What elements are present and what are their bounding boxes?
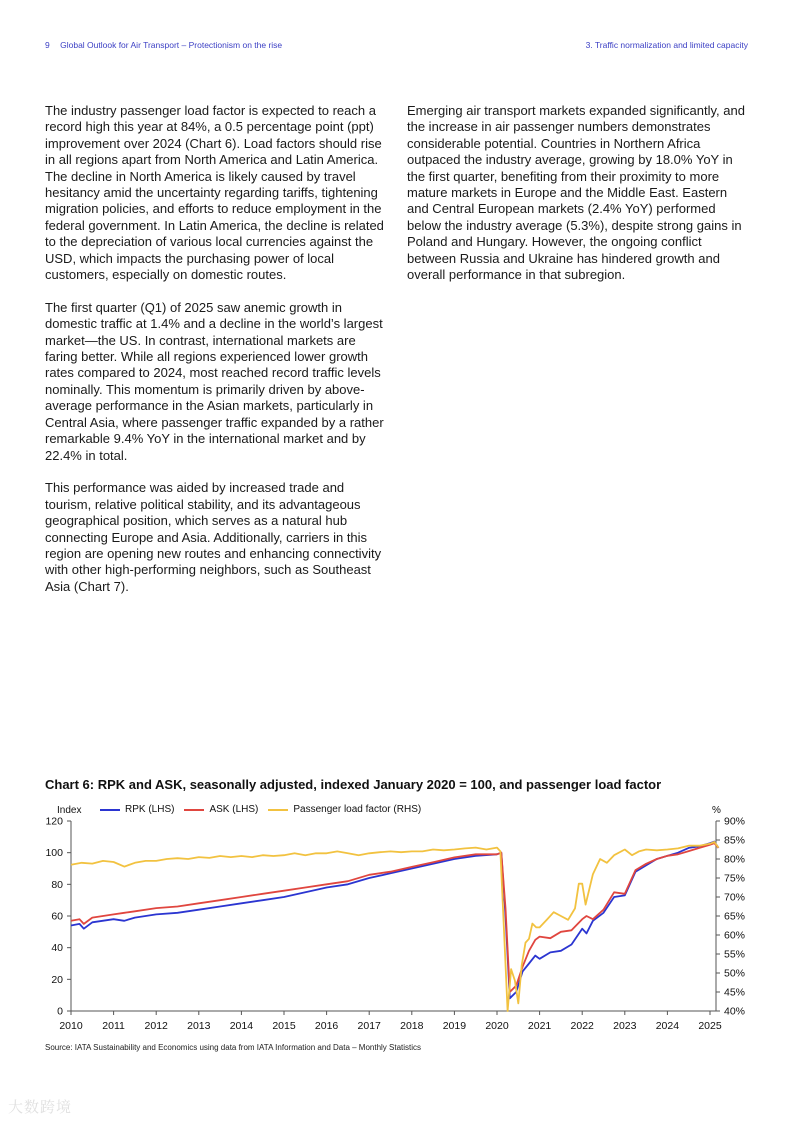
right-tick-label: 85% <box>724 834 746 847</box>
x-tick-label: 2013 <box>187 1020 211 1032</box>
x-tick-label: 2022 <box>570 1020 594 1032</box>
left-text-column <box>45 103 390 612</box>
x-tick-label: 2011 <box>102 1020 125 1032</box>
section-title: 3. Traffic normalization and limited capacity <box>585 40 748 50</box>
paragraph: The industry passenger load factor is expected to reach a record high this year at 84%, a 0.5 percentage point (ppt) improvement over 2024 (Chart 6). Load factors should rise in all regions apart from North America and Latin America. The decline in North America is likely caused by travel hesitancy amid the uncertainty regarding tariffs, tightening migration policies, and efforts to reduce employment in the federal government. In Latin America, the decline is related to the depreciation of various local currencies against the USD, which impacts the purchasing power of local customers, especially on domestic routes. <box>45 103 384 283</box>
x-tick-label: 2024 <box>655 1020 680 1032</box>
right-tick-label: 60% <box>724 929 746 942</box>
right-tick-label: 55% <box>724 948 746 961</box>
x-tick-label: 2016 <box>314 1020 339 1032</box>
left-tick-label: 100 <box>45 847 63 860</box>
x-tick-label: 2023 <box>613 1020 637 1032</box>
plf-line <box>71 842 719 1011</box>
legend-label: ASK (LHS) <box>209 804 259 815</box>
page-number: 9 <box>45 40 50 50</box>
document-title: Global Outlook for Air Transport – Protectionism on the rise <box>60 40 283 50</box>
rpk-line <box>71 842 719 999</box>
left-tick-label: 80 <box>51 878 63 891</box>
running-header-left <box>45 40 282 50</box>
left-tick-label: 60 <box>51 910 63 923</box>
x-tick-label: 2025 <box>698 1020 722 1032</box>
right-tick-label: 80% <box>724 853 746 866</box>
left-axis-label: Index <box>57 805 82 816</box>
right-tick-label: 90% <box>724 815 746 828</box>
watermark: 大数跨境 <box>8 1099 73 1116</box>
x-tick-label: 2021 <box>527 1020 552 1032</box>
x-tick-label: 2010 <box>59 1020 83 1032</box>
right-tick-label: 50% <box>724 967 746 980</box>
x-tick-label: 2014 <box>229 1020 254 1032</box>
paragraph: This performance was aided by increased trade and tourism, relative political stability, and its advantageous geographical position, which serves as a natural hub connecting Europe and Asia. Additionally, carriers in this region are opening new routes and enhancing connectivity with other high-performing neighbors, such as Southeast Asia (Chart 7). <box>45 480 382 594</box>
right-axis-label: % <box>712 805 721 816</box>
chart-plot <box>0 810 793 1040</box>
right-tick-label: 75% <box>724 872 746 885</box>
x-tick-label: 2019 <box>442 1020 467 1032</box>
paragraph: The first quarter (Q1) of 2025 saw anemic growth in domestic traffic at 1.4% and a decline in the world’s largest market—the US. In contrast, international markets are faring better. While all regions experienced lower growth rates compared to 2024, most reached record traffic levels nominally. This momentum is primarily driven by above-average performance in the Asian markets, particularly in Central Asia, where passenger traffic expanded by a rather remarkable 9.4% YoY in the international market and by 22.4% in total. <box>45 299 384 463</box>
x-tick-label: 2015 <box>272 1020 296 1032</box>
right-tick-label: 45% <box>724 986 746 999</box>
x-tick-label: 2018 <box>400 1020 424 1032</box>
x-tick-label: 2017 <box>357 1020 381 1032</box>
left-tick-label: 20 <box>51 973 63 986</box>
right-tick-label: 40% <box>724 1005 746 1018</box>
left-tick-label: 120 <box>45 815 63 828</box>
left-tick-label: 0 <box>57 1005 63 1018</box>
chart-title: Chart 6: RPK and ASK, seasonally adjusted, indexed January 2020 = 100, and passenger load factor <box>45 777 662 792</box>
x-tick-label: 2020 <box>485 1020 509 1032</box>
paragraph: Emerging air transport markets expanded significantly, and the increase in air passenger numbers demonstrates considerable potential. Countries in Northern Africa outpaced the industry average, growing by 18.0% YoY in the first quarter, benefiting from their proximity to more mature markets in Europe and the Middle East. Eastern and Central European markets (2.4% YoY) performed below the industry average (5.3%), despite strong gains in Poland and Hungary. However, the ongoing conflict between Russia and Ukraine has hindered growth and overall performance in that subregion. <box>407 103 745 283</box>
legend-label: RPK (LHS) <box>125 804 175 815</box>
left-tick-label: 40 <box>51 942 63 955</box>
right-tick-label: 65% <box>724 910 746 923</box>
x-tick-label: 2012 <box>144 1020 168 1032</box>
legend-label: Passenger load factor (RHS) <box>293 804 422 815</box>
right-tick-label: 70% <box>724 891 746 904</box>
ask-line <box>71 843 719 992</box>
source-note: Source: IATA Sustainability and Economics using data from IATA Information and Data – Monthly Statistics <box>45 1043 422 1052</box>
right-text-column <box>407 103 752 300</box>
